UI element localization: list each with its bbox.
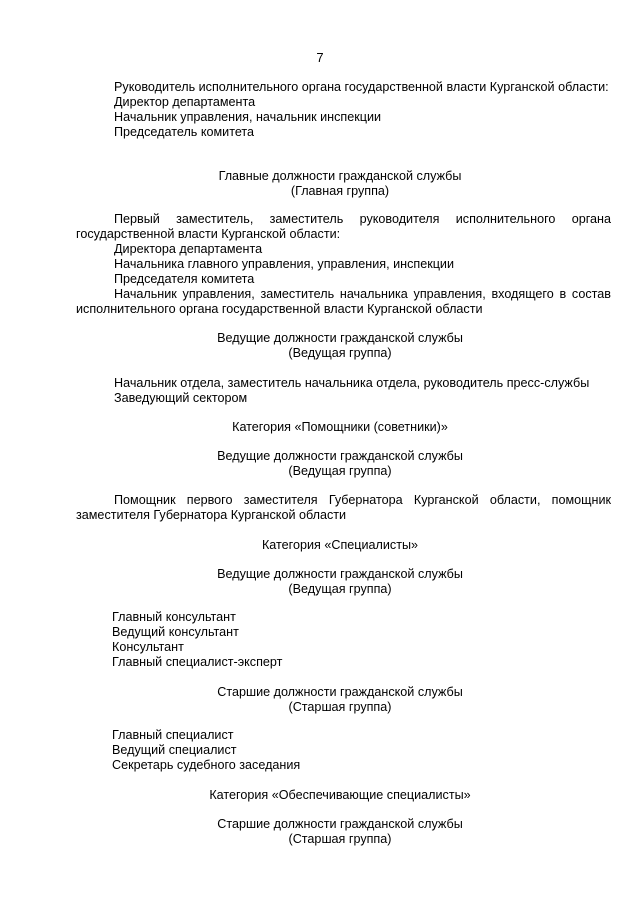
paragraph: Помощник первого заместителя Губернатора Курганской области, помощник заместителя Губернатора Курганской области	[76, 493, 611, 522]
list-item: Ведущий консультант	[112, 625, 239, 639]
heading-group: (Ведущая группа)	[288, 582, 392, 596]
list-item: Главный специалист	[112, 728, 234, 742]
heading-leading-positions	[0, 331, 640, 361]
section-head-of-executive-body	[76, 80, 611, 140]
paragraph: Начальник управления, заместитель начальника управления, входящего в состав исполнительного органа государственной власти Курганской области	[76, 287, 611, 316]
section-governor-assistants	[76, 493, 611, 523]
category-specialists: Категория «Специалисты»	[261, 538, 419, 552]
category-assistants: Категория «Помощники (советники)»	[232, 420, 448, 434]
heading-title: Главные должности гражданской службы	[218, 169, 462, 183]
list-item: Консультант	[112, 640, 184, 654]
list-item: Директор департамента	[114, 95, 256, 109]
heading-main-positions	[0, 169, 640, 199]
page-number: 7	[316, 50, 324, 65]
list-item: Главный консультант	[112, 610, 236, 624]
section-consultants	[76, 610, 611, 670]
heading-title: Ведущие должности гражданской службы	[217, 331, 463, 345]
heading-title: Старшие должности гражданской службы	[217, 817, 463, 831]
section-specialists	[76, 728, 611, 773]
heading-group: (Ведущая группа)	[288, 346, 392, 360]
list-item: Директора департамента	[114, 242, 263, 256]
heading-title: Старшие должности гражданской службы	[217, 685, 463, 699]
list-item: Главный специалист-эксперт	[112, 655, 283, 669]
heading-group: (Старшая группа)	[288, 832, 392, 846]
heading-group: (Ведущая группа)	[288, 464, 392, 478]
list-item: Секретарь судебного заседания	[112, 758, 301, 772]
list-item: Начальника главного управления, управления, инспекции	[114, 257, 454, 271]
category-support-specialists: Категория «Обеспечивающие специалисты»	[209, 788, 471, 802]
list-item: Начальник управления, начальник инспекции	[114, 110, 382, 124]
heading-title: Ведущие должности гражданской службы	[217, 449, 463, 463]
heading-leading-positions	[0, 567, 640, 597]
list-item: Начальник отдела, заместитель начальника отдела, руководитель пресс-службы	[114, 376, 590, 390]
section-deputies	[76, 212, 611, 317]
heading-senior-positions	[0, 817, 640, 847]
list-item: Председателя комитета	[114, 272, 255, 286]
section-department-heads	[76, 376, 611, 406]
heading-group: (Главная группа)	[290, 184, 390, 198]
paragraph: Руководитель исполнительного органа государственной власти Курганской области:	[114, 80, 609, 94]
paragraph: Первый заместитель, заместитель руководителя исполнительного органа государственной власти Курганской области:	[76, 212, 611, 241]
heading-leading-positions	[0, 449, 640, 479]
heading-senior-positions	[0, 685, 640, 715]
heading-group: (Старшая группа)	[288, 700, 392, 714]
list-item: Заведующий сектором	[114, 391, 248, 405]
list-item: Председатель комитета	[114, 125, 255, 139]
list-item: Ведущий специалист	[112, 743, 237, 757]
heading-title: Ведущие должности гражданской службы	[217, 567, 463, 581]
